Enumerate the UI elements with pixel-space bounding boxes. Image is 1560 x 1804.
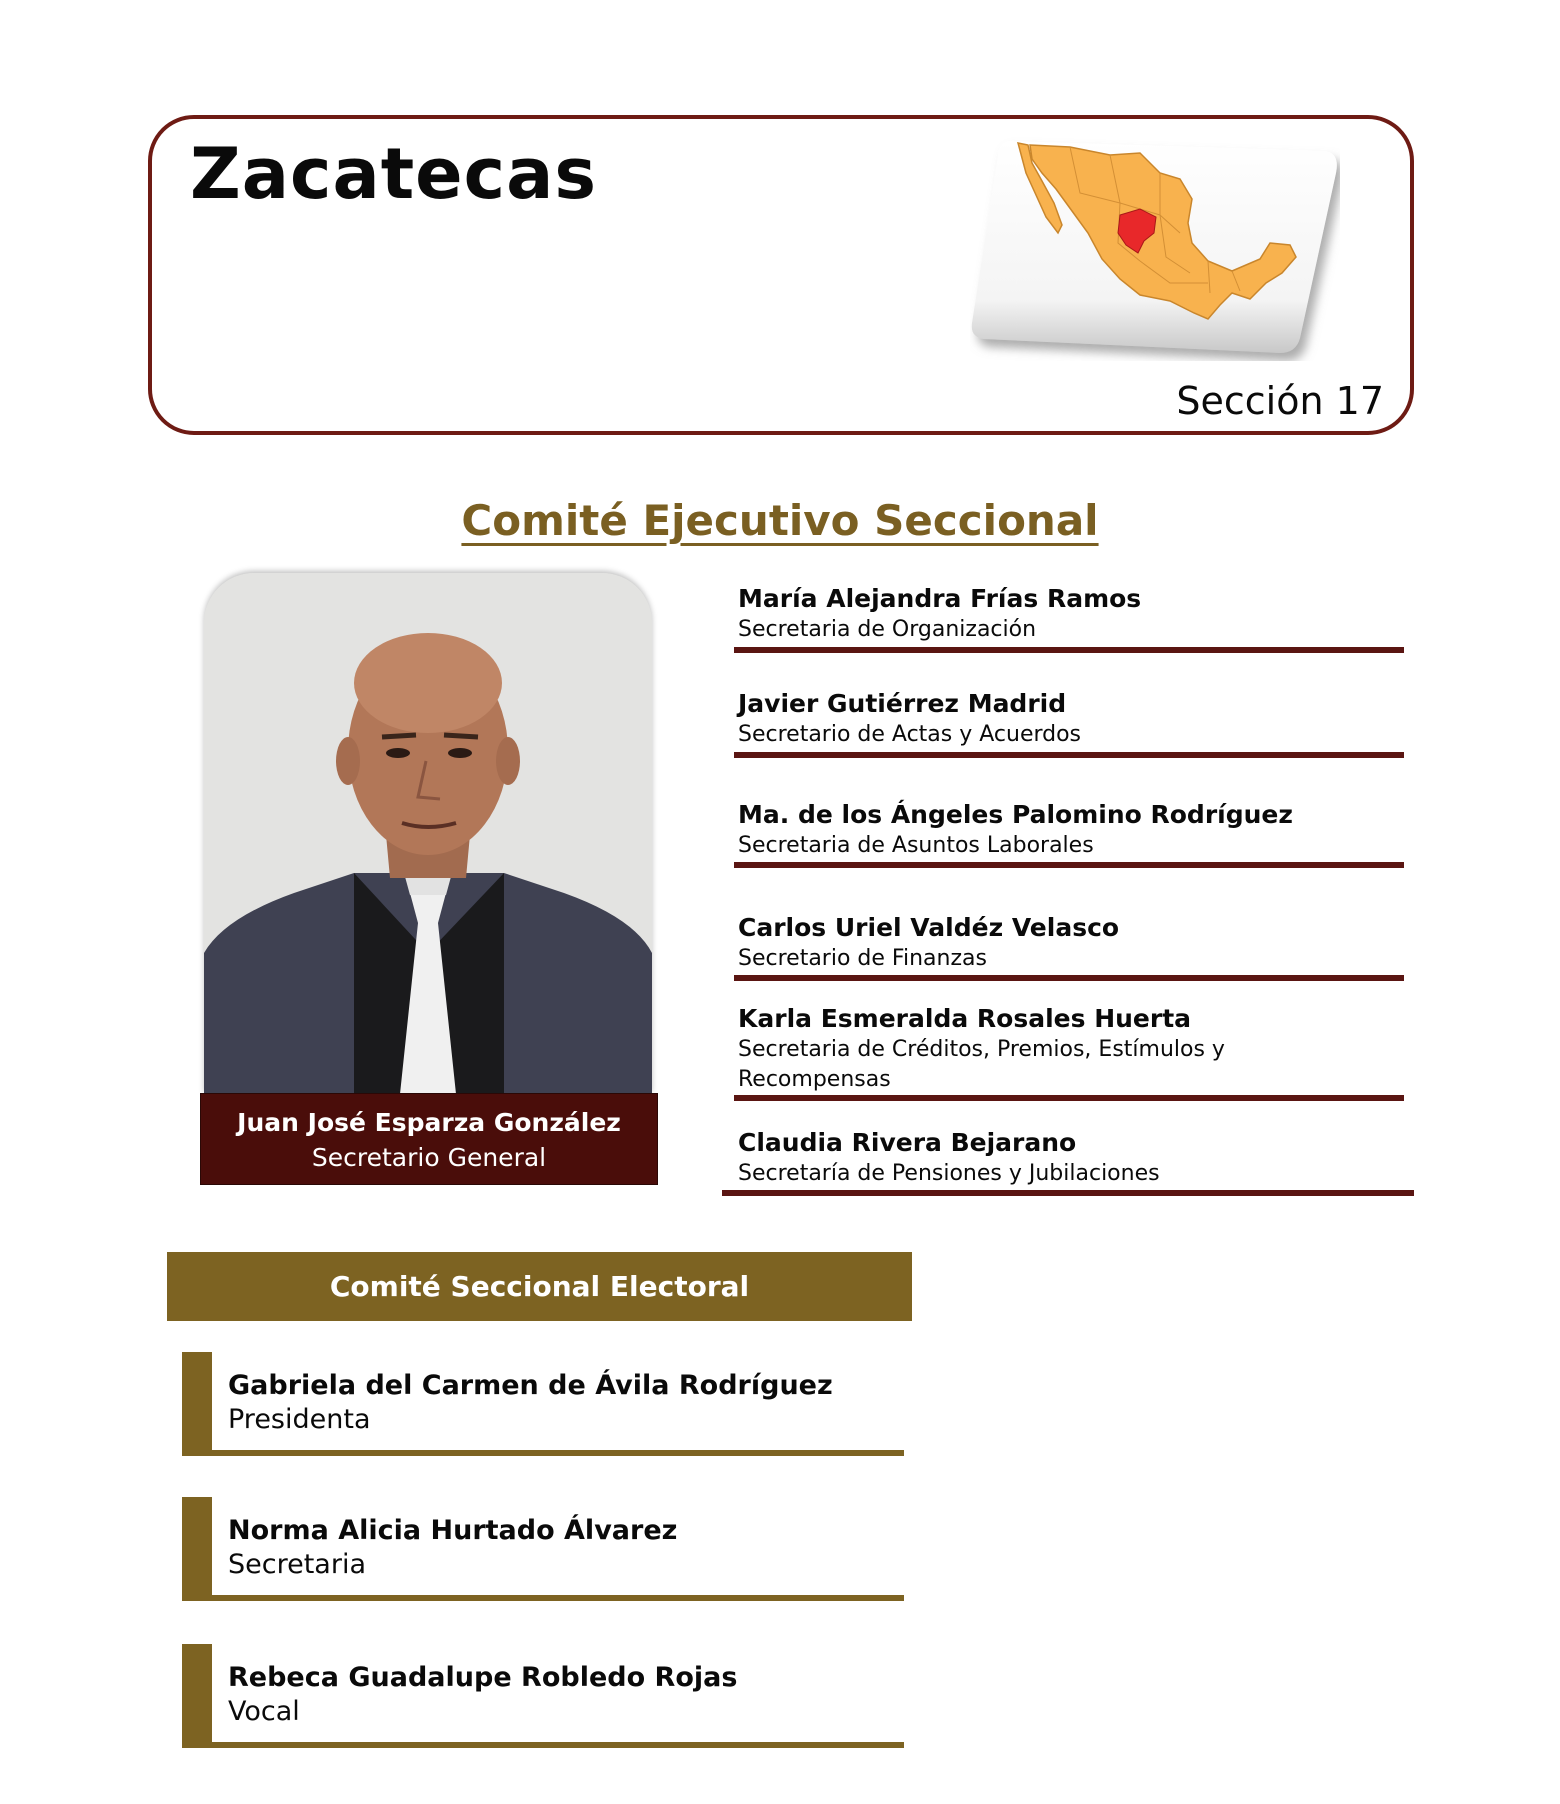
accent-bar [182, 1644, 212, 1748]
list-item [182, 1644, 904, 1748]
list-item [738, 912, 1408, 974]
divider [212, 1450, 904, 1456]
executive-committee-title: Comité Ejecutivo Seccional [461, 496, 1099, 545]
member-name: Javier Gutiérrez Madrid [738, 689, 1067, 718]
portrait-image [204, 573, 652, 1094]
member-name: Gabriela del Carmen de Ávila Rodríguez [228, 1370, 833, 1401]
header-card [148, 115, 1414, 435]
accent-bar [182, 1497, 212, 1601]
member-role: Presidenta [228, 1404, 371, 1435]
member-name: Carlos Uriel Valdéz Velasco [738, 913, 1120, 942]
leader-name: Juan José Esparza González [237, 1108, 621, 1137]
member-role: Secretaria [228, 1549, 366, 1580]
member-name: María Alejandra Frías Ramos [738, 584, 1142, 613]
divider [734, 975, 1404, 981]
mexico-map-icon [970, 133, 1340, 361]
member-role: Vocal [228, 1696, 300, 1727]
section-number: Sección 17 [1176, 379, 1384, 423]
member-name: Rebeca Guadalupe Robledo Rojas [228, 1662, 738, 1693]
member-role: Secretario de Actas y Acuerdos [738, 722, 1082, 747]
member-role: Secretario de Finanzas [738, 946, 987, 971]
state-title: Zacatecas [190, 133, 598, 215]
list-item [182, 1352, 904, 1456]
member-role: Secretaria de Créditos, Premios, Estímulos y [738, 1037, 1225, 1062]
divider [734, 1095, 1404, 1101]
electoral-committee-banner: Comité Seccional Electoral [167, 1252, 912, 1321]
member-name: Ma. de los Ángeles Palomino Rodríguez [738, 800, 1293, 829]
member-role: Secretaria de Asuntos Laborales [738, 833, 1094, 858]
list-item [182, 1497, 904, 1601]
divider [212, 1742, 904, 1748]
divider [734, 752, 1404, 758]
accent-bar [182, 1352, 212, 1456]
divider [212, 1595, 904, 1601]
list-item [738, 688, 1408, 750]
leader-caption [200, 1093, 658, 1185]
list-item [738, 1127, 1408, 1189]
leader-photo [204, 573, 652, 1094]
divider [734, 862, 1404, 868]
list-item [738, 1003, 1408, 1095]
divider [722, 1190, 1414, 1196]
member-name: Claudia Rivera Bejarano [738, 1128, 1077, 1157]
member-role: Secretaria de Organización [738, 617, 1037, 642]
list-item [738, 799, 1408, 861]
member-role-continued: Recompensas [738, 1067, 891, 1092]
member-role: Secretaría de Pensiones y Jubilaciones [738, 1161, 1160, 1186]
divider [734, 647, 1404, 653]
leader-role: Secretario General [311, 1143, 547, 1172]
member-name: Karla Esmeralda Rosales Huerta [738, 1004, 1192, 1033]
member-name: Norma Alicia Hurtado Álvarez [228, 1515, 678, 1546]
list-item [738, 583, 1408, 645]
